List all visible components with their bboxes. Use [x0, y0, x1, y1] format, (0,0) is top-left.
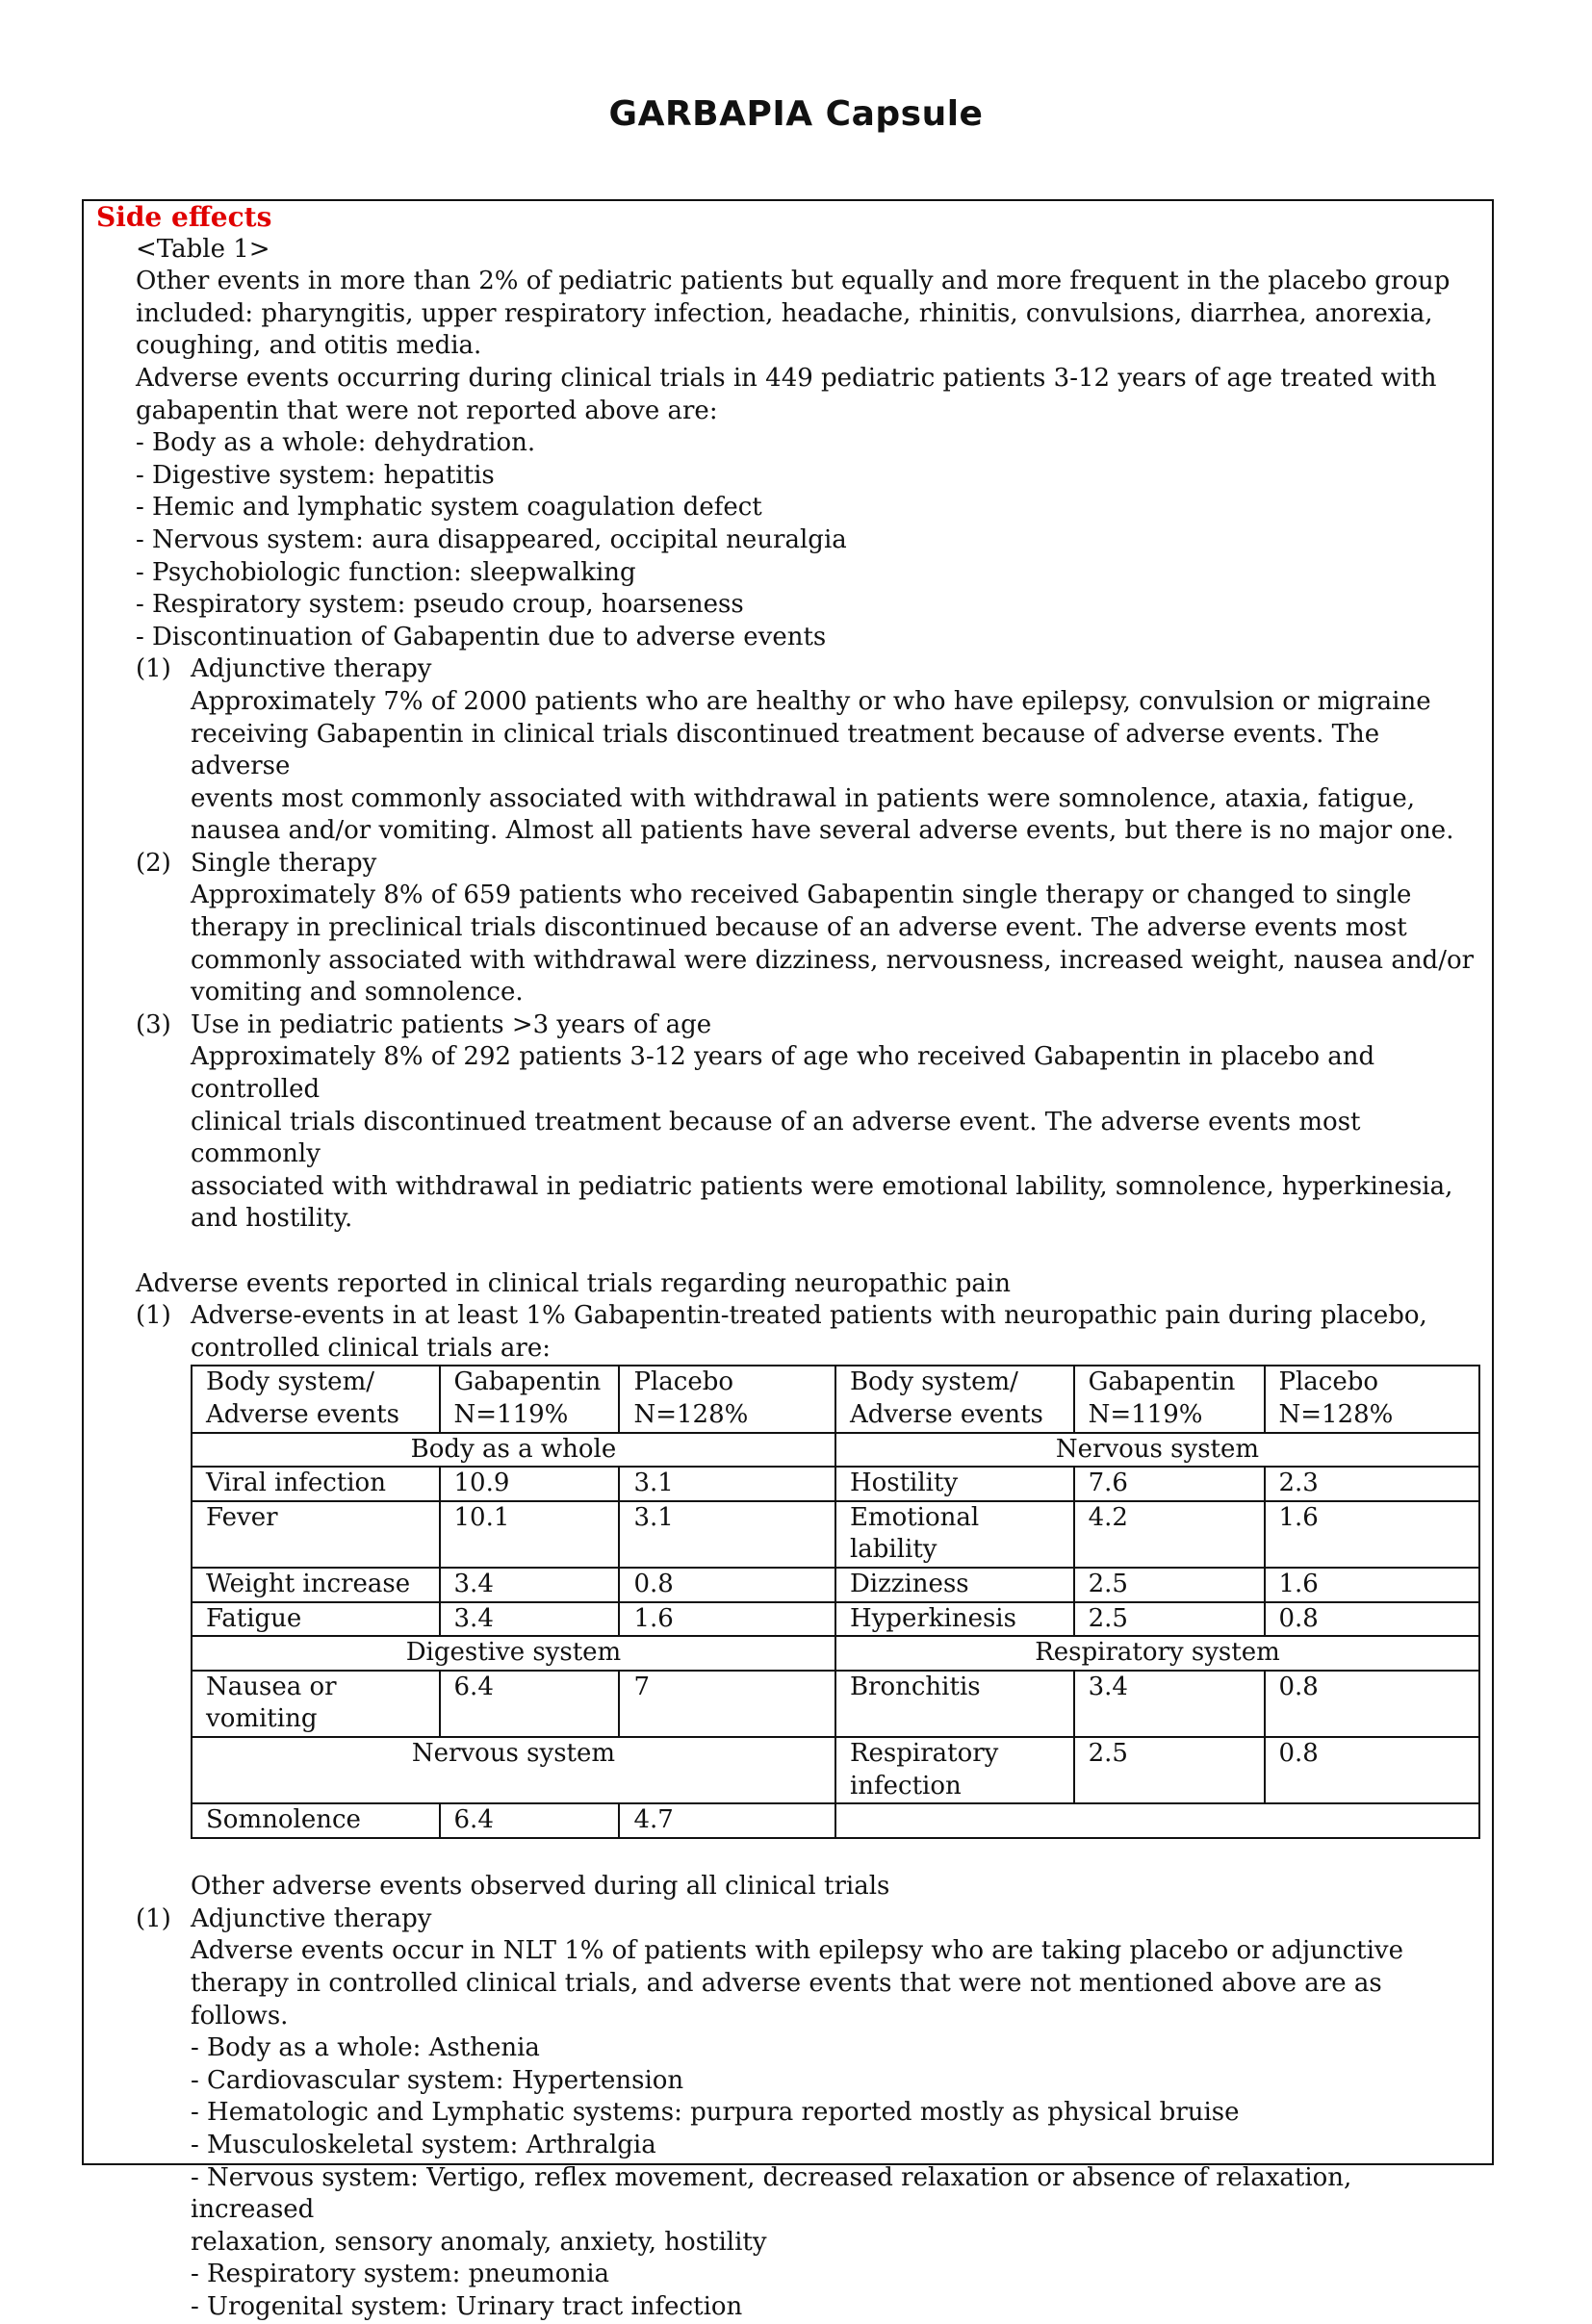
value-cell: 4.7 [619, 1803, 835, 1838]
list-item: - Respiratory system: pneumonia [191, 2260, 610, 2289]
list-item: - Nervous system: aura disappeared, occipital neuralgia [136, 524, 847, 554]
text-line: receiving Gabapentin in clinical trials discontinued treatment because of adverse events. The adverse [191, 719, 1380, 781]
header-cell: Body system/ Adverse events [835, 1366, 1074, 1432]
value-cell: 0.8 [619, 1568, 835, 1602]
list-item: - Nervous system: Vertigo, reflex movement, decreased relaxation or absence of relaxation, increased [191, 2162, 1352, 2225]
item-number: (1) [136, 654, 171, 684]
table-row [192, 1602, 1479, 1637]
header-cell: Placebo N=128% [619, 1366, 835, 1432]
side-effects-section [96, 199, 1482, 2324]
table-header-row [192, 1366, 1479, 1432]
table-section-row [192, 1433, 1479, 1468]
item-title: Use in pediatric patients >3 years of age [191, 1009, 712, 1039]
text-line: therapy in preclinical trials discontinued because of an adverse event. The adverse events most [191, 913, 1407, 943]
section-heading: Side effects [96, 201, 272, 233]
section-cell: Body as a whole [192, 1433, 835, 1468]
list-item: - Digestive system: hepatitis [136, 460, 495, 490]
table-section-row [192, 1636, 1479, 1671]
discontinuation-adjunctive [96, 653, 1482, 848]
table-row [192, 1737, 1479, 1803]
value-cell: 2.5 [1074, 1737, 1265, 1803]
neuropathic-item [96, 1300, 1482, 1365]
table-row [192, 1467, 1479, 1501]
intro-paragraph [96, 266, 1482, 363]
list-item: - Hemic and lymphatic system coagulation defect [136, 493, 762, 523]
other-events-heading: Other adverse events observed during all clinical trials [191, 1872, 890, 1902]
event-cell: Hyperkinesis [835, 1602, 1074, 1637]
header-cell: Gabapentin N=119% [440, 1366, 620, 1432]
event-cell: Emotional lability [835, 1501, 1074, 1568]
list-item: - Respiratory system: pseudo croup, hoarseness [136, 590, 744, 620]
text-line: nausea and/or vomiting. Almost all patients have several adverse events, but there is no major one. [191, 816, 1454, 846]
header-cell: Placebo N=128% [1265, 1366, 1480, 1432]
item-title: Single therapy [191, 848, 377, 878]
list-item: - Hematologic and Lymphatic systems: purpura reported mostly as physical bruise [191, 2098, 1240, 2128]
text-line: coughing, and otitis media. [136, 331, 482, 361]
value-cell: 3.1 [619, 1467, 835, 1501]
value-cell: 2.3 [1265, 1467, 1480, 1501]
value-cell: 0.8 [1265, 1671, 1480, 1737]
text-line: controlled clinical trials are: [191, 1333, 552, 1363]
section-cell: Respiratory system [835, 1636, 1479, 1671]
value-cell: 3.1 [619, 1501, 835, 1568]
event-cell: Weight increase [192, 1568, 440, 1602]
event-cell: Fever [192, 1501, 440, 1568]
text-line: therapy in controlled clinical trials, and adverse events that were not mentioned above are as follows. [191, 1969, 1382, 2030]
event-cell: Somnolence [192, 1803, 440, 1838]
event-cell: Nausea or vomiting [192, 1671, 440, 1737]
header-cell: Body system/ Adverse events [192, 1366, 440, 1432]
value-cell: 2.5 [1074, 1602, 1265, 1637]
item-title: Adjunctive therapy [191, 654, 432, 684]
item-number: (3) [136, 1009, 171, 1039]
item-number: (1) [136, 1301, 171, 1331]
value-cell: 7 [619, 1671, 835, 1737]
value-cell: 10.1 [440, 1501, 620, 1568]
item-number: (1) [136, 1903, 171, 1933]
list-item: - Urogenital system: Urinary tract infection [191, 2292, 743, 2321]
event-cell: Viral infection [192, 1467, 440, 1501]
section-cell: Digestive system [192, 1636, 835, 1671]
item-number: (2) [136, 848, 171, 878]
discontinuation-single [96, 848, 1482, 1009]
text-line: Approximately 8% of 292 patients 3-12 years of age who received Gabapentin in placebo and controlled [191, 1042, 1375, 1105]
value-cell: 0.8 [1265, 1737, 1480, 1803]
adverse-events-table [191, 1365, 1480, 1838]
list-item: - Discontinuation of Gabapentin due to adverse events [136, 622, 827, 651]
text-line: Adverse-events in at least 1% Gabapentin-treated patients with neuropathic pain during placebo, [191, 1301, 1427, 1331]
text-line: included: pharyngitis, upper respiratory infection, headache, rhinitis, convulsions, diarrhea, anorexia, [136, 298, 1433, 328]
text-line: events most commonly associated with withdrawal in patients were somnolence, ataxia, fatigue, [191, 783, 1415, 813]
text-line: Approximately 8% of 659 patients who received Gabapentin single therapy or changed to single [191, 881, 1412, 910]
section-cell: Nervous system [835, 1433, 1479, 1468]
discontinuation-pediatric [96, 1009, 1482, 1236]
pediatric-paragraph [96, 363, 1482, 427]
text-line: commonly associated with withdrawal were dizziness, nervousness, increased weight, nausea and/or [191, 945, 1475, 975]
value-cell: 2.5 [1074, 1568, 1265, 1602]
text-line: Adverse events occurring during clinical trials in 449 pediatric patients 3-12 years of age treated with [136, 363, 1437, 393]
value-cell: 6.4 [440, 1803, 620, 1838]
value-cell: 7.6 [1074, 1467, 1265, 1501]
neuropathic-heading: Adverse events reported in clinical trials regarding neuropathic pain [136, 1268, 1011, 1298]
text-line: Other events in more than 2% of pediatric patients but equally and more frequent in the placebo group [136, 267, 1451, 296]
value-cell: 3.4 [440, 1568, 620, 1602]
text-line: vomiting and somnolence. [191, 978, 524, 1008]
value-cell: 10.9 [440, 1467, 620, 1501]
value-cell: 4.2 [1074, 1501, 1265, 1568]
list-item: - Body as a whole: Asthenia [191, 2033, 540, 2063]
list-item: - Musculoskeletal system: Arthralgia [191, 2131, 656, 2160]
text-line: gabapentin that were not reported above are: [136, 396, 718, 425]
value-cell: 6.4 [440, 1671, 620, 1737]
event-cell: Fatigue [192, 1602, 440, 1637]
text-line: and hostility. [191, 1204, 353, 1234]
text-line: Adverse events occur in NLT 1% of patients with epilepsy who are taking placebo or adjunctive [191, 1936, 1403, 1966]
table-row [192, 1803, 1479, 1838]
list-item: relaxation, sensory anomaly, anxiety, hostility [191, 2227, 767, 2257]
event-cell: Hostility [835, 1467, 1074, 1501]
list-item: - Cardiovascular system: Hypertension [191, 2065, 684, 2095]
value-cell: 1.6 [619, 1602, 835, 1637]
event-cell: Bronchitis [835, 1671, 1074, 1737]
other-events-item [96, 1903, 1482, 2324]
empty-cell [835, 1803, 1479, 1838]
document-title: GARBAPIA Capsule [608, 94, 984, 134]
text-line: Approximately 7% of 2000 patients who are healthy or who have epilepsy, convulsion or migraine [191, 686, 1431, 716]
section-cell: Nervous system [192, 1737, 835, 1803]
value-cell: 1.6 [1265, 1568, 1480, 1602]
table-reference: <Table 1> [136, 234, 270, 264]
table-row [192, 1671, 1479, 1737]
table-row [192, 1501, 1479, 1568]
event-cell: Dizziness [835, 1568, 1074, 1602]
header-cell: Gabapentin N=119% [1074, 1366, 1265, 1432]
value-cell: 0.8 [1265, 1602, 1480, 1637]
pediatric-list [96, 427, 1482, 653]
item-title: Adjunctive therapy [191, 1903, 432, 1933]
text-line: associated with withdrawal in pediatric patients were emotional lability, somnolence, hyperkinesia, [191, 1171, 1453, 1201]
value-cell: 3.4 [1074, 1671, 1265, 1737]
value-cell: 1.6 [1265, 1501, 1480, 1568]
value-cell: 3.4 [440, 1602, 620, 1637]
list-item: - Body as a whole: dehydration. [136, 428, 536, 458]
text-line: clinical trials discontinued treatment because of an adverse event. The adverse events most commonly [191, 1107, 1361, 1169]
event-cell: Respiratory infection [835, 1737, 1074, 1803]
list-item: - Psychobiologic function: sleepwalking [136, 557, 636, 587]
table-row [192, 1568, 1479, 1602]
